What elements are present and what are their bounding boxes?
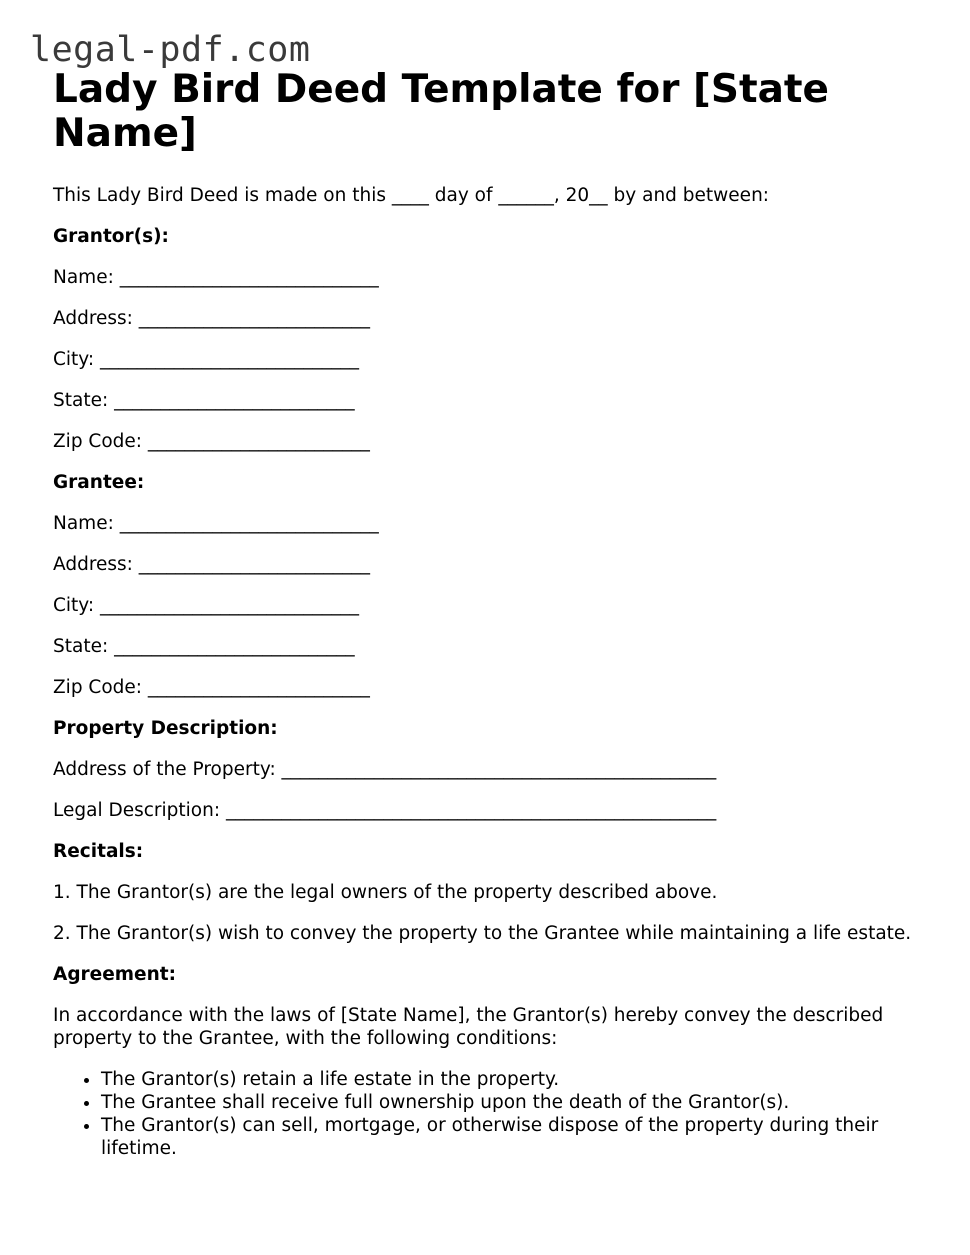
agreement-heading: Agreement: <box>53 964 177 985</box>
recital-item: 1. The Grantor(s) are the legal owners of the property described above. <box>53 882 718 903</box>
condition-item: • The Grantor(s) retain a life estate in the property. <box>101 1068 933 1091</box>
grantor-heading: Grantor(s): <box>53 226 169 247</box>
recital-item: 2. The Grantor(s) wish to convey the property to the Grantee while maintaining a life estate. <box>53 923 912 944</box>
grantor-state-field: State: __________________________ <box>53 390 355 411</box>
condition-item: • The Grantee shall receive full ownership upon the death of the Grantor(s). <box>101 1091 933 1114</box>
page-title: Lady Bird Deed Template for [State Name] <box>53 67 830 156</box>
recitals-heading: Recitals: <box>53 841 144 862</box>
property-heading: Property Description: <box>53 718 278 739</box>
grantee-city-field: City: ____________________________ <box>53 595 360 616</box>
grantor-city-field: City: ____________________________ <box>53 349 360 370</box>
agreement-text: In accordance with the laws of [State Name], the Grantor(s) hereby convey the described property to the Grantee, with the following conditions: <box>53 1005 884 1049</box>
grantee-address-field: Address: _________________________ <box>53 554 371 575</box>
intro-text: This Lady Bird Deed is made on this ____ day of ______, 20__ by and between: <box>53 185 770 206</box>
watermark: legal-pdf.com <box>30 30 311 70</box>
grantor-zip-field: Zip Code: ________________________ <box>53 431 370 452</box>
grantee-zip-field: Zip Code: ________________________ <box>53 677 370 698</box>
grantor-name-field: Name: ____________________________ <box>53 267 379 288</box>
grantee-heading: Grantee: <box>53 472 145 493</box>
property-address-field: Address of the Property: _______________________________________________ <box>53 759 717 780</box>
document-page <box>53 68 933 1160</box>
grantee-state-field: State: __________________________ <box>53 636 355 657</box>
legal-description-field: Legal Description: _____________________________________________________ <box>53 800 717 821</box>
grantor-address-field: Address: _________________________ <box>53 308 371 329</box>
conditions-list <box>53 1068 933 1160</box>
condition-item: • The Grantor(s) can sell, mortgage, or otherwise dispose of the property during their lifetime. <box>101 1114 933 1160</box>
grantee-name-field: Name: ____________________________ <box>53 513 379 534</box>
